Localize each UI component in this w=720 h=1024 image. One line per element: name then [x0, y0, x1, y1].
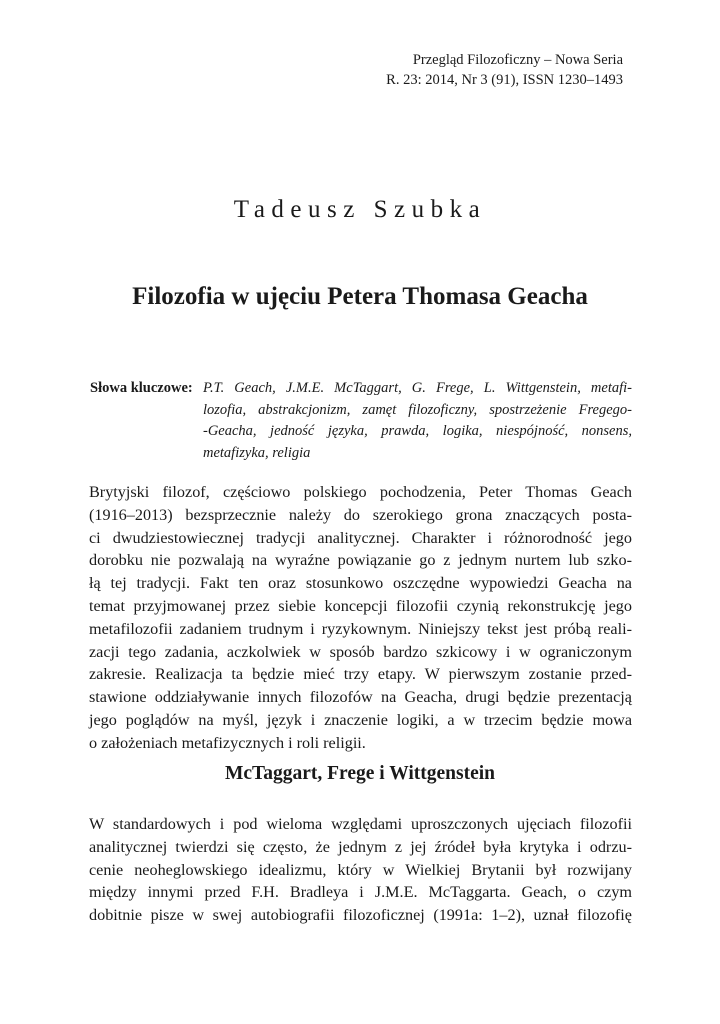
- author-name: Tadeusz Szubka: [233, 196, 487, 223]
- text-line: jego poglądów na myśl, język i znaczenie logiki, a w trzecim będzie mowa: [89, 710, 632, 729]
- text-line: (1916–2013) bezsprzecznie należy do szerokiego grona znaczących posta-: [89, 505, 632, 524]
- section-paragraph: [89, 813, 632, 927]
- journal-name: Przegląd Filozoficzny – Nowa Seria: [412, 52, 623, 68]
- text-line: analitycznej twierdzi się często, że jednym z jej źródeł była krytyka i odrzu-: [89, 837, 632, 856]
- keywords-line: lozofia, abstrakcjonizm, zamęt filozoficzny, spostrzeżenie Fregego-: [203, 401, 632, 418]
- text-line: W standardowych i pod wieloma względami uproszczonych ujęciach filozofii: [89, 815, 632, 833]
- keywords-label: Słowa kluczowe:: [90, 380, 193, 396]
- journal-header: [386, 50, 623, 90]
- intro-paragraph: [89, 481, 632, 755]
- text-line: między innymi przed F.H. Bradleya i J.M.E. McTaggarta. Geach, o czym: [89, 883, 632, 902]
- text-line: metafilozofii zadaniem trudnym i ryzykownym. Niniejszy tekst jest próbą reali-: [89, 619, 632, 638]
- keywords-line: -Geacha, jedność języka, prawda, logika, niespójność, nonsens,: [203, 423, 632, 439]
- text-line: cenie neoheglowskiego idealizmu, który w Wielkiej Brytanii był rozwijany: [89, 860, 632, 879]
- article-title: Filozofia w ujęciu Petera Thomasa Geacha: [132, 283, 588, 310]
- keywords-line: metafizyka, religia: [203, 444, 311, 461]
- text-line: zakresie. Realizacja ta będzie mieć trzy etapy. W pierwszym zostanie przed-: [89, 665, 632, 684]
- section-heading: McTaggart, Frege i Wittgenstein: [224, 763, 496, 784]
- text-line: dobitnie pisze w swej autobiografii filozoficznej (1991a: 1–2), uznał filozofię: [89, 906, 632, 925]
- journal-issue: R. 23: 2014, Nr 3 (91), ISSN 1230–1493: [386, 72, 623, 88]
- text-line: ci dwudziestowiecznej tradycji analitycznej. Charakter i różnorodność jego: [89, 528, 632, 547]
- text-line: łą tej tradycji. Fakt ten oraz stosunkowo oszczędne wypowiedzi Geacha na: [89, 574, 632, 593]
- text-line: o założeniach metafizycznych i roli religii.: [89, 733, 366, 752]
- text-line: dorobku nie pozwalają na wyraźne powiązanie go z jednym nurtem lub szko-: [89, 551, 632, 570]
- text-line: Brytyjski filozof, częściowo polskiego pochodzenia, Peter Thomas Geach: [89, 483, 632, 501]
- keywords-block: [90, 378, 632, 464]
- keywords-list: [203, 378, 632, 464]
- text-line: stawione oddziaływanie innych filozofów na Geacha, drugi będzie prezentacją: [89, 688, 632, 707]
- text-line: zacji tego zadania, aczkolwiek w sposób bardzo szkicowy i w ograniczonym: [89, 642, 632, 661]
- keywords-line: P.T. Geach, J.M.E. McTaggart, G. Frege, L. Wittgenstein, metafi-: [203, 380, 632, 396]
- text-line: temat przyjmowanej przez siebie koncepcji filozofii czynią rekonstrukcję jego: [89, 596, 632, 615]
